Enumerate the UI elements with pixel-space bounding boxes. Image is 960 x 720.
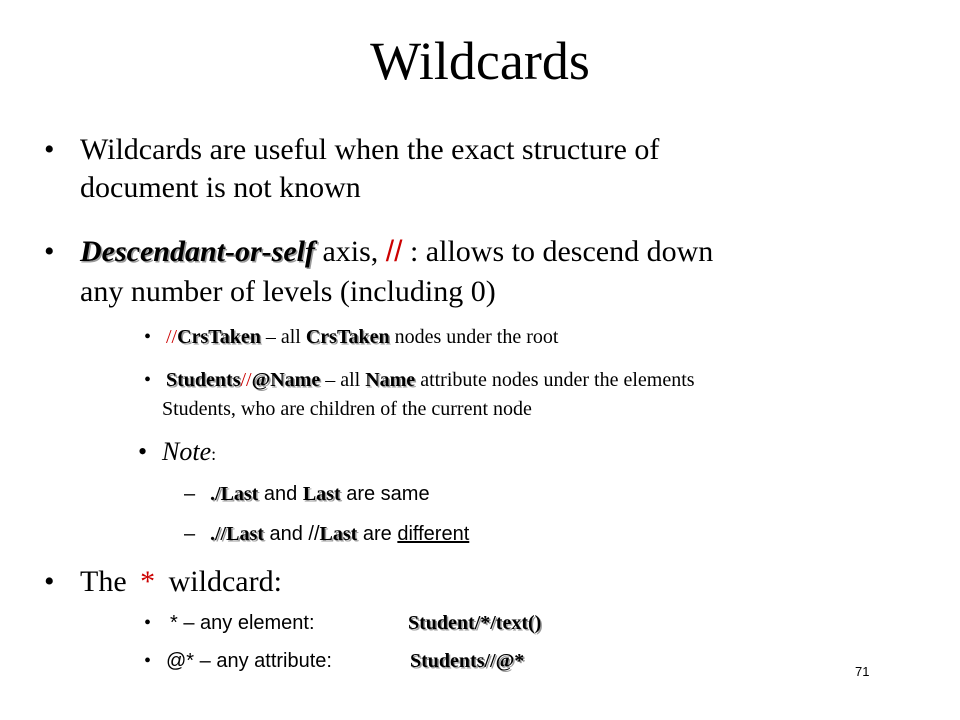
note1-and: and bbox=[258, 483, 303, 505]
note-label bbox=[162, 436, 216, 470]
sub-bullet-dot: • bbox=[144, 650, 152, 672]
bullet3-line bbox=[80, 563, 282, 601]
star2-desc: – any attribute: bbox=[194, 650, 332, 672]
bullet1-line2: document is not known bbox=[80, 171, 361, 204]
bullet-dot: • bbox=[44, 235, 55, 268]
sub2-rest: attribute nodes under the elements bbox=[415, 369, 695, 391]
slide-title: Wildcards bbox=[370, 31, 590, 91]
sub1-slashes: // bbox=[166, 326, 178, 348]
sub1-line bbox=[166, 324, 558, 350]
star1-desc: – any element: bbox=[177, 612, 315, 634]
page-number: 71 bbox=[855, 664, 870, 679]
star-item-2 bbox=[166, 648, 332, 674]
bullet2-line1 bbox=[80, 233, 713, 271]
bullet3-rest: wildcard: bbox=[161, 565, 282, 598]
sub2-expr-a: Students bbox=[166, 369, 241, 391]
bullet-dot: • bbox=[44, 565, 55, 598]
sub2-line1 bbox=[166, 367, 695, 393]
star-item-1 bbox=[170, 610, 315, 636]
dash-marker: – bbox=[184, 483, 196, 505]
sub2-expr-b: @Name bbox=[251, 369, 321, 391]
bullet1-line1: Wildcards are useful when the exact structure of bbox=[80, 133, 660, 166]
star1-expr: Student/*/text() bbox=[408, 612, 542, 634]
bullet3-the: The bbox=[80, 565, 135, 598]
note1-prefix: ./ bbox=[210, 483, 221, 505]
bullet2-text-b: : allows to descend down bbox=[402, 235, 714, 268]
double-slash-operator: // bbox=[385, 235, 403, 268]
star1-sym: * bbox=[170, 612, 178, 634]
note2-slashes: // bbox=[308, 523, 320, 545]
note-item-2 bbox=[210, 521, 469, 547]
note-colon: : bbox=[211, 444, 217, 464]
star2-expr: Students//@* bbox=[410, 650, 525, 672]
sub1-term: CrsTaken bbox=[305, 326, 390, 348]
sub2-dash: – all bbox=[320, 369, 366, 391]
bullet-dot: • bbox=[44, 133, 55, 166]
sub-bullet-dot: • bbox=[144, 612, 152, 634]
star2-sym: @* bbox=[166, 650, 195, 672]
note1-rest: are same bbox=[340, 483, 430, 505]
note2-rest: are bbox=[357, 523, 398, 545]
sub1-dash: – all bbox=[260, 326, 306, 348]
bullet2-line2: any number of levels (including 0) bbox=[80, 275, 496, 308]
sub1-rest: nodes under the root bbox=[389, 326, 559, 348]
dash-marker: – bbox=[184, 523, 196, 545]
note2-underlined: different bbox=[397, 523, 470, 545]
sub2-slashes: // bbox=[240, 369, 252, 391]
bullet2-text-a: axis, bbox=[314, 235, 386, 268]
note2-b: Last bbox=[319, 523, 358, 545]
sub2-term: Name bbox=[365, 369, 416, 391]
sub-bullet-dot: • bbox=[144, 369, 152, 391]
note1-a: Last bbox=[220, 483, 259, 505]
note-bullet-dot: • bbox=[138, 437, 148, 466]
note-item-1 bbox=[210, 481, 430, 507]
descendant-or-self-term: Descendant-or-self bbox=[80, 235, 315, 268]
note-word: Note bbox=[162, 437, 212, 466]
star-symbol: * bbox=[140, 565, 156, 598]
note1-b: Last bbox=[302, 483, 341, 505]
note2-a: Last bbox=[226, 523, 264, 545]
sub-bullet-dot: • bbox=[144, 326, 152, 348]
note2-prefix: .// bbox=[210, 523, 227, 545]
sub2-line2: Students, who are children of the current node bbox=[162, 398, 532, 420]
sub1-expr: CrsTaken bbox=[177, 326, 261, 348]
note2-and: and bbox=[263, 523, 309, 545]
